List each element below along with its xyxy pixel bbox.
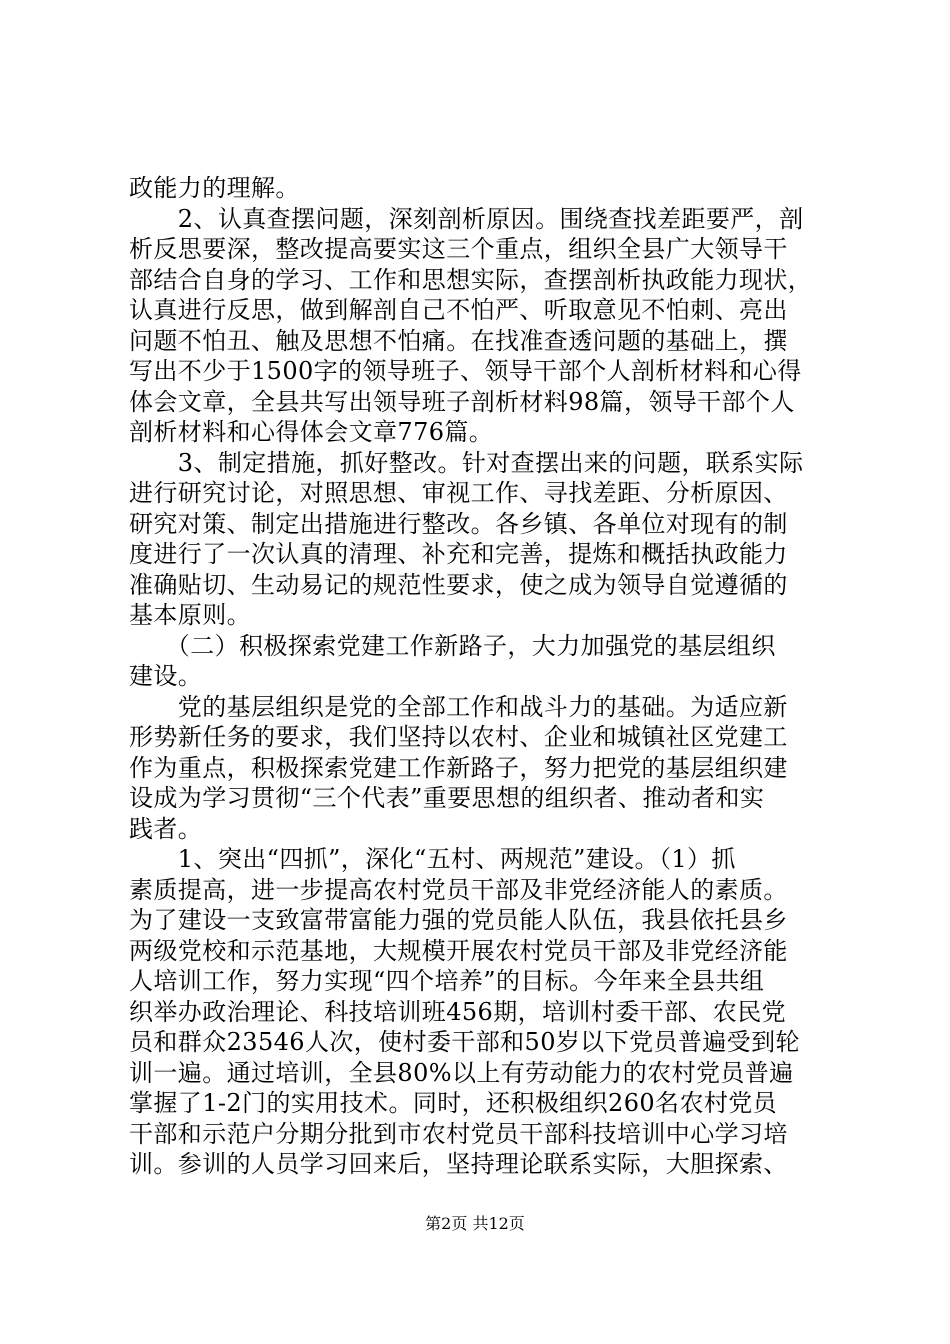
text-line: 基本原则。	[129, 601, 251, 629]
text-line: 体会文章，全县共写出领导班子剖析材料98篇，领导干部个人	[129, 387, 795, 416]
text-line: 为了建设一支致富带富能力强的党员能人队伍，我县依托县乡	[129, 906, 788, 934]
page-footer: 第2页 共12页	[425, 1214, 525, 1233]
text-line: 写出不少于1500字的领导班子、领导干部个人剖析材料和心得	[129, 357, 802, 385]
text-line: 人培训工作，努力实现“四个培养”的目标。今年来全县共组	[129, 967, 765, 995]
text-line: 政能力的理解。	[129, 174, 300, 202]
text-line: 问题不怕丑、触及思想不怕痛。在找准查透问题的基础上，撰	[129, 326, 788, 355]
text-line: 研究对策、制定出措施进行整改。各乡镇、各单位对现有的制	[129, 509, 788, 538]
text-line: 织举办政治理论、科技培训班456期，培训村委干部、农民党	[129, 997, 787, 1026]
text-line: （二）积极探索党建工作新路子，大力加强党的基层组织	[129, 631, 776, 660]
text-line: 设成为学习贯彻“三个代表”重要思想的组织者、推动者和实	[129, 784, 765, 812]
text-line: 践者。	[129, 814, 203, 843]
text-line: 党的基层组织是党的全部工作和战斗力的基础。为适应新	[129, 692, 788, 721]
text-line: 作为重点，积极探索党建工作新路子，努力把党的基层组织建	[129, 753, 788, 782]
text-line: 部结合自身的学习、工作和思想实际，查摆剖析执政能力现状，	[129, 265, 813, 294]
text-line: 两级党校和示范基地，大规模开展农村党员干部及非党经济能	[129, 936, 788, 965]
text-line: 2、认真查摆问题，深刻剖析原因。围绕查找差距要严，剖	[129, 204, 804, 233]
text-line: 度进行了一次认真的清理、补充和完善，提炼和概括执政能力	[129, 540, 788, 568]
document-body	[129, 173, 834, 1180]
text-line: 掌握了1-2门的实用技术。同时，还积极组织260名农村党员	[129, 1089, 778, 1117]
text-line: 员和群众23546人次，使村委干部和50岁以下党员普遍受到轮	[129, 1028, 800, 1056]
text-line: 训一遍。通过培训，全县80%以上有劳动能力的农村党员普遍	[129, 1058, 794, 1087]
text-line: 认真进行反思，做到解剖自己不怕严、听取意见不怕刺、亮出	[129, 296, 788, 324]
text-line: 1、突出“四抓”，深化“五村、两规范”建设。（1）抓	[129, 845, 736, 873]
text-line: 形势新任务的要求，我们坚持以农村、企业和城镇社区党建工	[129, 723, 788, 751]
text-line: 训。参训的人员学习回来后，坚持理论联系实际，大胆探索、	[129, 1150, 788, 1178]
text-line: 素质提高，进一步提高农村党员干部及非党经济能人的素质。	[129, 875, 788, 904]
text-line: 进行研究讨论，对照思想、审视工作、寻找差距、分析原因、	[129, 479, 788, 507]
text-line: 准确贴切、生动易记的规范性要求，使之成为领导自觉遵循的	[129, 570, 788, 599]
text-line: 剖析材料和心得体会文章776篇。	[129, 418, 494, 446]
text-line: 干部和示范户分期分批到市农村党员干部科技培训中心学习培	[129, 1119, 788, 1148]
text-line: 3、制定措施，抓好整改。针对查摆出来的问题，联系实际	[129, 448, 804, 477]
text-line: 建设。	[129, 662, 203, 690]
text-line: 析反思要深，整改提高要实这三个重点，组织全县广大领导干	[129, 235, 788, 263]
